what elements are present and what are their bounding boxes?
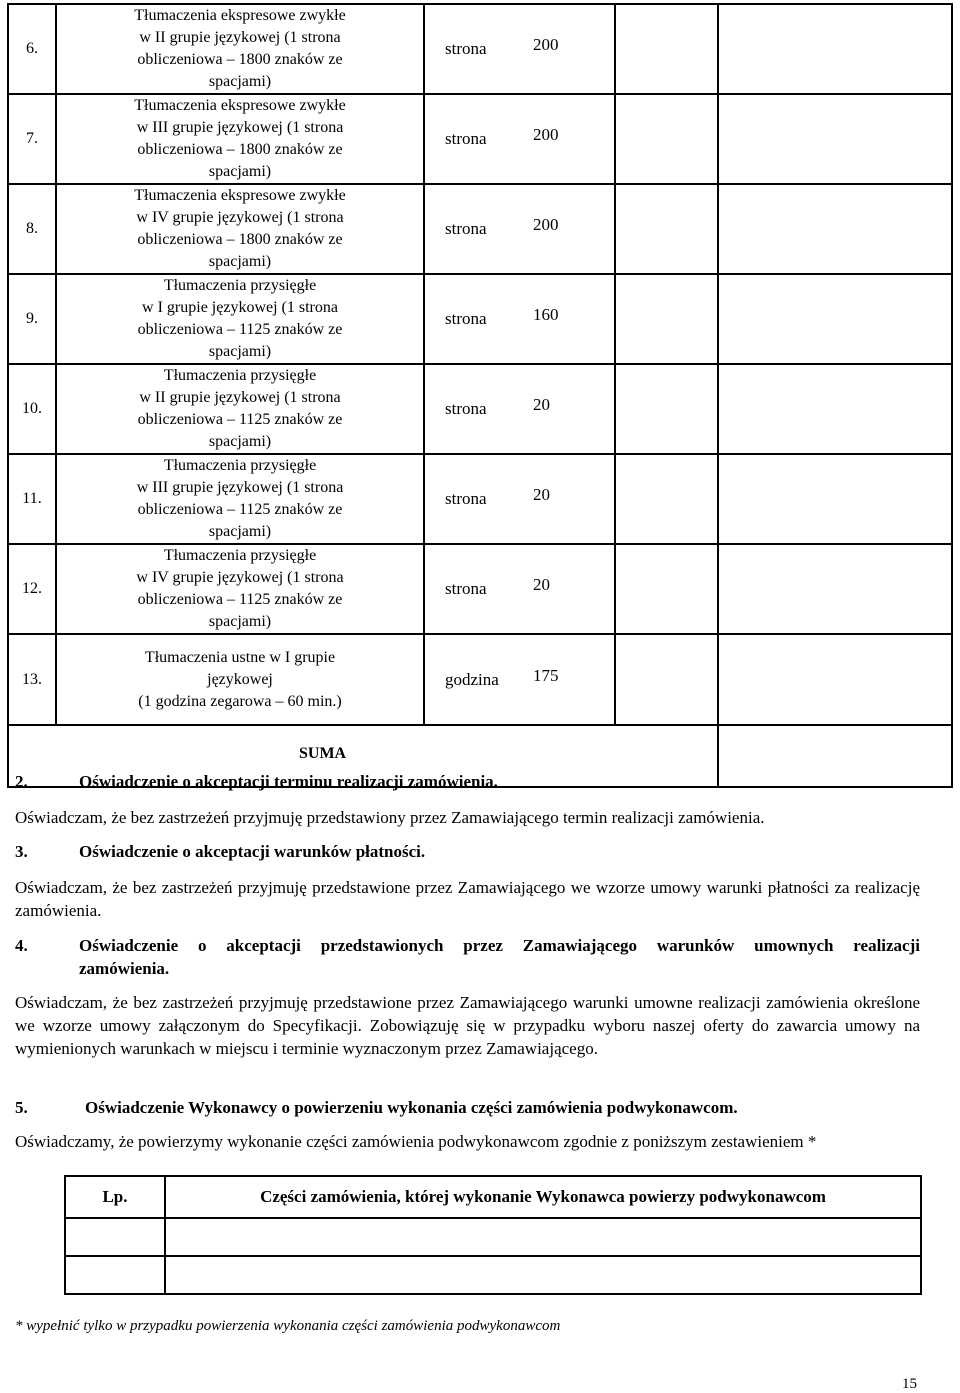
value-cell[interactable] bbox=[718, 544, 952, 634]
service-description bbox=[56, 94, 424, 184]
description-line: obliczeniowa – 1125 znaków ze bbox=[137, 321, 343, 338]
unit-label: strona bbox=[445, 399, 487, 418]
quantity-value: 20 bbox=[533, 485, 550, 504]
description-line: Tłumaczenia przysięgłe bbox=[163, 457, 317, 474]
unit-quantity-cell bbox=[424, 454, 615, 544]
description-line: Tłumaczenia ekspresowe zwykłe bbox=[134, 97, 346, 114]
value-cell[interactable] bbox=[718, 94, 952, 184]
row-number: 11. bbox=[8, 454, 56, 544]
row-number: 7. bbox=[8, 94, 56, 184]
section-2-body: Oświadczam, że bez zastrzeżeń przyjmuję przedstawiony przez Zamawiającego termin realizacji zamówienia. bbox=[15, 808, 765, 827]
subcontractor-cell[interactable] bbox=[65, 1256, 165, 1294]
description-line: Tłumaczenia ustne w I grupie bbox=[144, 648, 336, 666]
section-number: 5. bbox=[15, 1098, 28, 1117]
service-description bbox=[56, 274, 424, 364]
quantity-value: 20 bbox=[533, 395, 550, 414]
description-line: spacjami) bbox=[208, 343, 272, 360]
description-line: obliczeniowa – 1125 znaków ze bbox=[137, 411, 343, 428]
description-line: językowej bbox=[207, 670, 273, 688]
description-line: spacjami) bbox=[208, 613, 272, 630]
row-number: 13. bbox=[8, 634, 56, 725]
table-row bbox=[8, 94, 952, 184]
unit-quantity-cell bbox=[424, 4, 615, 94]
unit-label: strona bbox=[445, 129, 487, 148]
unit-quantity-cell bbox=[424, 634, 615, 725]
value-cell[interactable] bbox=[718, 364, 952, 454]
description-line: spacjami) bbox=[208, 433, 272, 450]
table-row bbox=[8, 544, 952, 634]
section-number: 4. bbox=[15, 936, 28, 955]
service-description bbox=[56, 634, 424, 725]
unit-quantity-cell bbox=[424, 364, 615, 454]
description-line: w I grupie językowej (1 strona bbox=[142, 299, 338, 316]
section-number: 3. bbox=[15, 842, 28, 861]
footnote: * wypełnić tylko w przypadku powierzenia wykonania części zamówienia podwykonawcom bbox=[15, 1318, 561, 1334]
description-line: Tłumaczenia przysięgłe bbox=[163, 277, 317, 294]
section-4-heading bbox=[15, 934, 920, 980]
service-description bbox=[56, 4, 424, 94]
description-line: Tłumaczenia ekspresowe zwykłe bbox=[134, 187, 346, 204]
description-line: Tłumaczenia ekspresowe zwykłe bbox=[134, 7, 346, 24]
description-line: w II grupie językowej (1 strona bbox=[139, 29, 341, 46]
subcontractor-cell[interactable] bbox=[165, 1256, 921, 1294]
unit-label: strona bbox=[445, 39, 487, 58]
table-row bbox=[8, 634, 952, 725]
quantity-value: 20 bbox=[533, 575, 550, 594]
section-3-heading bbox=[15, 840, 920, 863]
row-number: 8. bbox=[8, 184, 56, 274]
unit-quantity-cell bbox=[424, 94, 615, 184]
description-line: obliczeniowa – 1125 znaków ze bbox=[137, 591, 343, 608]
section-title: Oświadczenie o akceptacji terminu realizacji zamówienia. bbox=[79, 772, 498, 791]
quantity-value: 200 bbox=[533, 215, 559, 234]
value-cell[interactable] bbox=[718, 274, 952, 364]
subcontractor-col-part: Części zamówienia, której wykonanie Wykonawca powierzy podwykonawcom bbox=[165, 1176, 921, 1218]
subcontractor-col-lp: Lp. bbox=[65, 1176, 165, 1218]
section-5-heading bbox=[15, 1096, 920, 1119]
service-description bbox=[56, 364, 424, 454]
unit-label: godzina bbox=[445, 669, 499, 689]
service-description bbox=[56, 184, 424, 274]
price-cell[interactable] bbox=[615, 94, 718, 184]
table-row bbox=[8, 274, 952, 364]
quantity-value: 175 bbox=[533, 665, 559, 685]
description-line: w IV grupie językowej (1 strona bbox=[136, 569, 344, 586]
table-row bbox=[65, 1256, 921, 1294]
section-number: 2. bbox=[15, 772, 28, 791]
section-4-body: Oświadczam, że bez zastrzeżeń przyjmuję przedstawione przez Zamawiającego warunki umowne realizacji zamówienia określone we wzorze umowy załączonym do Specyfikacji. Zobowiązuję się w przypadku wyboru naszej oferty do zawarcia umowy na wymienionych warunkach w miejscu i terminie wyznaczonym przez Zamawiającego. bbox=[15, 993, 920, 1058]
description-line: obliczeniowa – 1800 znaków ze bbox=[137, 51, 343, 68]
description-line: obliczeniowa – 1125 znaków ze bbox=[137, 501, 343, 518]
row-number: 6. bbox=[8, 4, 56, 94]
description-line: spacjami) bbox=[208, 163, 272, 180]
page-number: 15 bbox=[902, 1376, 917, 1392]
row-number: 10. bbox=[8, 364, 56, 454]
price-cell[interactable] bbox=[615, 184, 718, 274]
quantity-value: 160 bbox=[533, 305, 559, 324]
description-line: w III grupie językowej (1 strona bbox=[136, 479, 344, 496]
section-title: Oświadczenie o akceptacji warunków płatności. bbox=[79, 842, 426, 861]
description-line: spacjami) bbox=[208, 523, 272, 540]
description-line: w III grupie językowej (1 strona bbox=[136, 119, 344, 136]
description-line: (1 godzina zegarowa – 60 min.) bbox=[138, 692, 342, 710]
unit-label: strona bbox=[445, 219, 487, 238]
table-row bbox=[65, 1218, 921, 1256]
value-cell[interactable] bbox=[718, 184, 952, 274]
row-number: 9. bbox=[8, 274, 56, 364]
table-row bbox=[8, 454, 952, 544]
unit-quantity-cell bbox=[424, 544, 615, 634]
subcontractor-table bbox=[64, 1175, 922, 1295]
value-cell[interactable] bbox=[718, 634, 952, 725]
description-line: Tłumaczenia przysięgłe bbox=[163, 367, 317, 384]
description-line: obliczeniowa – 1800 znaków ze bbox=[137, 141, 343, 158]
price-table bbox=[7, 3, 953, 788]
quantity-value: 200 bbox=[533, 125, 559, 144]
unit-label: strona bbox=[445, 309, 487, 328]
description-line: Tłumaczenia przysięgłe bbox=[163, 547, 317, 564]
section-2-heading bbox=[15, 770, 920, 793]
description-line: w II grupie językowej (1 strona bbox=[139, 389, 341, 406]
price-cell[interactable] bbox=[615, 274, 718, 364]
price-cell[interactable] bbox=[615, 544, 718, 634]
section-title: Oświadczenie Wykonawcy o powierzeniu wykonania części zamówienia podwykonawcom. bbox=[85, 1098, 738, 1117]
quantity-value: 200 bbox=[533, 35, 559, 54]
table-row bbox=[8, 184, 952, 274]
unit-label: strona bbox=[445, 579, 487, 598]
value-cell[interactable] bbox=[718, 4, 952, 94]
description-line: obliczeniowa – 1800 znaków ze bbox=[137, 231, 343, 248]
service-description bbox=[56, 544, 424, 634]
section-5-body: Oświadczamy, że powierzymy wykonanie części zamówienia podwykonawcom zgodnie z poniższym zestawieniem * bbox=[15, 1132, 817, 1151]
sum-label: SUMA bbox=[299, 745, 347, 762]
description-line: w IV grupie językowej (1 strona bbox=[136, 209, 344, 226]
description-line: spacjami) bbox=[208, 73, 272, 90]
unit-quantity-cell bbox=[424, 274, 615, 364]
value-cell[interactable] bbox=[718, 454, 952, 544]
unit-label: strona bbox=[445, 489, 487, 508]
description-line: spacjami) bbox=[208, 253, 272, 270]
price-cell[interactable] bbox=[615, 4, 718, 94]
price-cell[interactable] bbox=[615, 364, 718, 454]
price-cell[interactable] bbox=[615, 454, 718, 544]
service-description bbox=[56, 454, 424, 544]
subcontractor-cell[interactable] bbox=[65, 1218, 165, 1256]
subcontractor-cell[interactable] bbox=[165, 1218, 921, 1256]
table-row bbox=[8, 4, 952, 94]
section-title: Oświadczenie o akceptacji przedstawionych przez Zamawiającego warunków umownych realizacji zamówienia. bbox=[79, 936, 920, 978]
unit-quantity-cell bbox=[424, 184, 615, 274]
row-number: 12. bbox=[8, 544, 56, 634]
table-row bbox=[8, 364, 952, 454]
section-3-body: Oświadczam, że bez zastrzeżeń przyjmuję przedstawione przez Zamawiającego we wzorze umowy warunki płatności za realizację zamówienia. bbox=[15, 878, 920, 920]
price-cell[interactable] bbox=[615, 634, 718, 725]
